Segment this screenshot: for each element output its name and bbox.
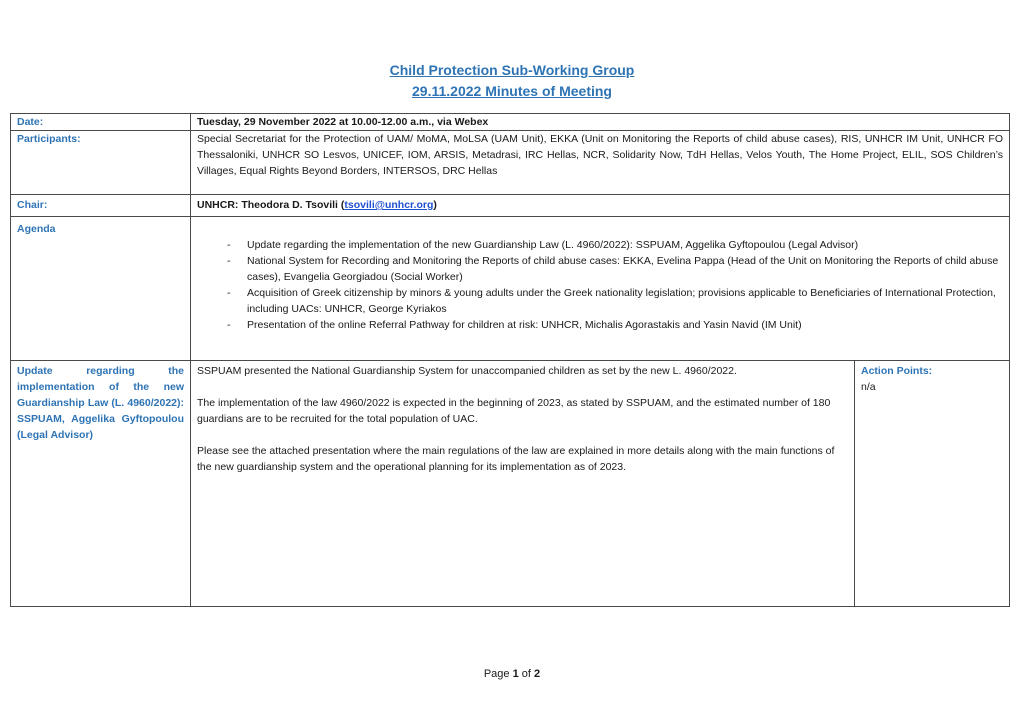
chair-row xyxy=(11,195,1010,217)
participants-label: Participants: xyxy=(11,131,191,195)
item1-action-points xyxy=(855,361,1010,607)
chair-close: ) xyxy=(433,199,437,211)
page-footer xyxy=(0,668,1024,680)
page-total: 2 xyxy=(534,668,541,680)
item1-paragraph: The implementation of the law 4960/2022 is expected in the beginning of 2023, as stated by SSPUAM, and the estimated number of 180 guardians are to be recruited for the total population of UAC. xyxy=(197,397,831,425)
agenda-item: - Update regarding the implementation of the new Guardianship Law (L. 4960/2022): SSPUAM, Aggelika Gyftopoulou (Legal Advisor) xyxy=(227,237,1003,253)
agenda-label: Agenda xyxy=(11,217,191,361)
item1-content xyxy=(191,361,855,607)
participants-value: Special Secretariat for the Protection of UAM/ MoMA, MoLSA (UAM Unit), EKKA (Unit on Monitoring the Reports of child abuse cases), RIS, UNHCR IM Unit, UNHCR FO Thessaloniki, UNHCR SO Lesvos, UNICEF, IOM, ARSIS, Metadrasi, IRC Hellas, NCR, Solidarity Now, TdH Hellas, Velos Youth, The Home Project, ELIL, SOS Children’s Villages, Equal Rights Beyond Borders, INTERSOS, DRC Hellas xyxy=(191,131,1010,195)
agenda-list xyxy=(197,237,1003,333)
item1-paragraph: Please see the attached presentation where the main regulations of the law are explained in more details along with the main functions of the new guardianship system and the operational planning for its implementation as of 2023. xyxy=(197,445,835,473)
minutes-table xyxy=(10,113,1010,607)
item1-row xyxy=(11,361,1010,607)
chair-value xyxy=(191,195,1010,217)
participants-row xyxy=(11,131,1010,195)
document-subtitle: 29.11.2022 Minutes of Meeting xyxy=(412,83,612,99)
page-word: Page xyxy=(483,668,510,680)
document-title: Child Protection Sub-Working Group xyxy=(389,62,635,78)
agenda-item: - National System for Recording and Monitoring the Reports of child abuse cases: EKKA, Evelina Pappa (Head of the Unit on Monitoring the Reports of child abuse cases), Evangelia Georgiadou (Social Worker) xyxy=(227,253,1003,285)
agenda-content xyxy=(191,217,1010,361)
of-word: of xyxy=(521,668,531,680)
date-value: Tuesday, 29 November 2022 at 10.00-12.00 a.m., via Webex xyxy=(191,114,1010,131)
page-number: 1 xyxy=(512,668,519,680)
item1-label: Update regarding the implementation of the new Guardianship Law (L. 4960/2022): SSPUAM, Aggelika Gyftopoulou (Legal Advisor) xyxy=(11,361,191,607)
agenda-item: - Presentation of the online Referral Pathway for children at risk: UNHCR, Michalis Agorastakis and Yasin Navid (IM Unit) xyxy=(227,317,1003,333)
item1-paragraph: SSPUAM presented the National Guardianship System for unaccompanied children as set by the new L. 4960/2022. xyxy=(197,365,737,377)
chair-name: UNHCR: Theodora D. Tsovili ( xyxy=(197,199,345,211)
date-label: Date: xyxy=(11,114,191,131)
action-points-value: n/a xyxy=(861,381,876,393)
chair-label: Chair: xyxy=(11,195,191,217)
date-row xyxy=(11,114,1010,131)
agenda-row xyxy=(11,217,1010,361)
agenda-item: - Acquisition of Greek citizenship by minors & young adults under the Greek nationality legislation; provisions applicable to Beneficiaries of International Protection, including UACs: UNHCR, George Kyriakos xyxy=(227,285,1003,317)
action-points-label: Action Points: xyxy=(861,365,933,377)
chair-email-link[interactable]: tsovili@unhcr.org xyxy=(344,199,434,211)
